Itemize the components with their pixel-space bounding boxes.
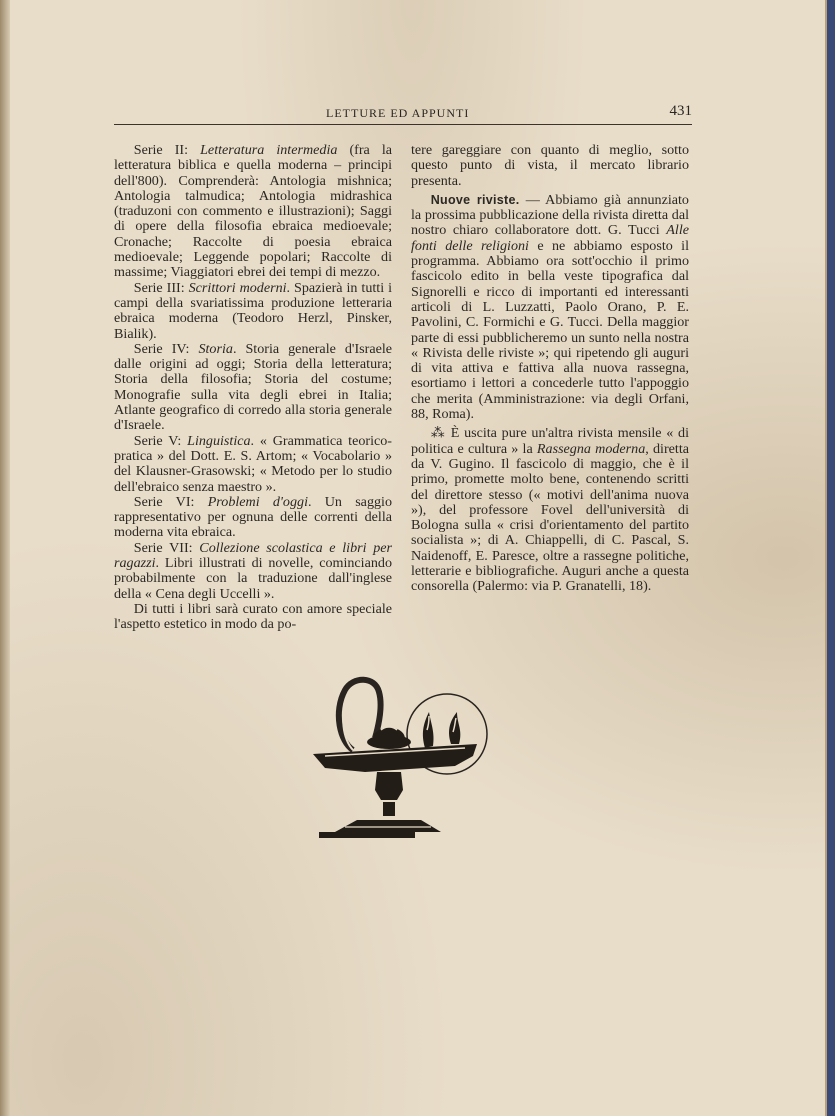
series-paragraph: Serie VI: Problemi d'oggi. Un saggio rappresentativo per ognuna delle correnti della moderna vita ebraica. — [114, 493, 392, 541]
nuove-riviste-paragraph: Nuove riviste. — Abbiamo già annunziato la prossima pubblicazione della rivista diretta dal nostro chiaro collaboratore dott. G. Tucci Alle fonti delle religioni e ne abbiamo esposto il programma. Abbiamo ora sott'occhio il primo fascicolo edito in bella veste tipografica dal Signorelli e ricco di importanti ed interessanti articoli di L. Luzzatti, Paolo Orano, P. E. Pavolini, C. Formichi e G. Tucci. Della maggior parte di essi pubblicheremo un sunto nella nostra « Rivista delle riviste »; qui ripetendo gli auguri di vita attiva e fattiva alla nuova rassegna, esortiamo i lettori a concederle tutto l'appoggio che merita (Amministrazione: via degli Orfani, 88, Roma). — [411, 191, 689, 423]
series-paragraph: Serie VII: Collezione scolastica e libri per ragazzi. Libri illustrati di novelle, cominciando probabilmente con la traduzione dall'inglese della « Cena degli Uccelli ». — [114, 539, 392, 602]
continuation-paragraph: tere gareggiare con quanto di meglio, sotto questo punto di vista, il mercato librario presenta. — [411, 142, 689, 189]
series-paragraph: Serie III: Scrittori moderni. Spazierà in tutti i campi della svariatissima produzione letteraria ebraica moderna (Teodoro Herzl, Pinsker, Bialik). — [114, 279, 393, 342]
closing-paragraph: Di tutti i libri sarà curato con amore speciale l'aspetto estetico in modo da po- — [114, 600, 392, 633]
section-heading: Nuove riviste. — [430, 192, 520, 207]
oil-lamp-vignette — [305, 672, 495, 847]
right-column — [411, 143, 689, 595]
header-rule — [114, 124, 692, 125]
running-title: LETTURE ED APPUNTI — [326, 106, 470, 120]
series-paragraph: Serie IV: Storia. Storia generale d'Israele dalle origini ad oggi; Storia della letteratura; Storia della filosofia; Storia del costume; Monografie sulla vita degli ebrei in Italia; Atlante geografico di corredo alla storia generale d'Israele. — [114, 340, 393, 434]
page-number: 431 — [669, 103, 692, 119]
series-paragraph: Serie V: Linguistica. « Grammatica teorico-pratica » del Dott. E. S. Artom; « Vocabolario » del Klausner-Grasowski; « Metodo per lo studio dell'ebraico senza maestro ». — [114, 432, 392, 495]
left-column — [114, 143, 392, 633]
rassegna-paragraph: ⁂ È uscita pure un'altra rivista mensile « di politica e cultura » la Rassegna moderna, diretta da V. Gugino. Il fascicolo di maggio, che è il primo, promette molto bene, contenendo scritti del direttore stesso (« motivi dell'anima nuova »), del professore Fovel dell'università di Bologna sulla « crisi d'orientamento del partito socialista »; di A. Chiappelli, di C. Pascal, S. Naidenoff, E. Paresce, oltre a rassegne politiche, letterarie e bibliografiche. Auguri anche a questa consorella (Palermo: via P. Granatelli, 18). — [411, 425, 690, 595]
asterism: ⁂ — [430, 425, 447, 442]
series-paragraph: Serie II: Letteratura intermedia (fra la letteratura biblica e quella moderna – principi dell'800). Comprenderà: Antologia mishnica; Antologia talmudica; Antologia midrashica (traduzoni con commento e illustrazioni); Saggi di opere della filosofia ebraica medioevale; Cronache; Raccolte di poesia ebraica medioevale; Leggende popolari; Raccolte di massime; Viaggiatori ebrei dei tempi di mezzo. — [114, 142, 392, 281]
page-edge — [0, 0, 10, 1116]
